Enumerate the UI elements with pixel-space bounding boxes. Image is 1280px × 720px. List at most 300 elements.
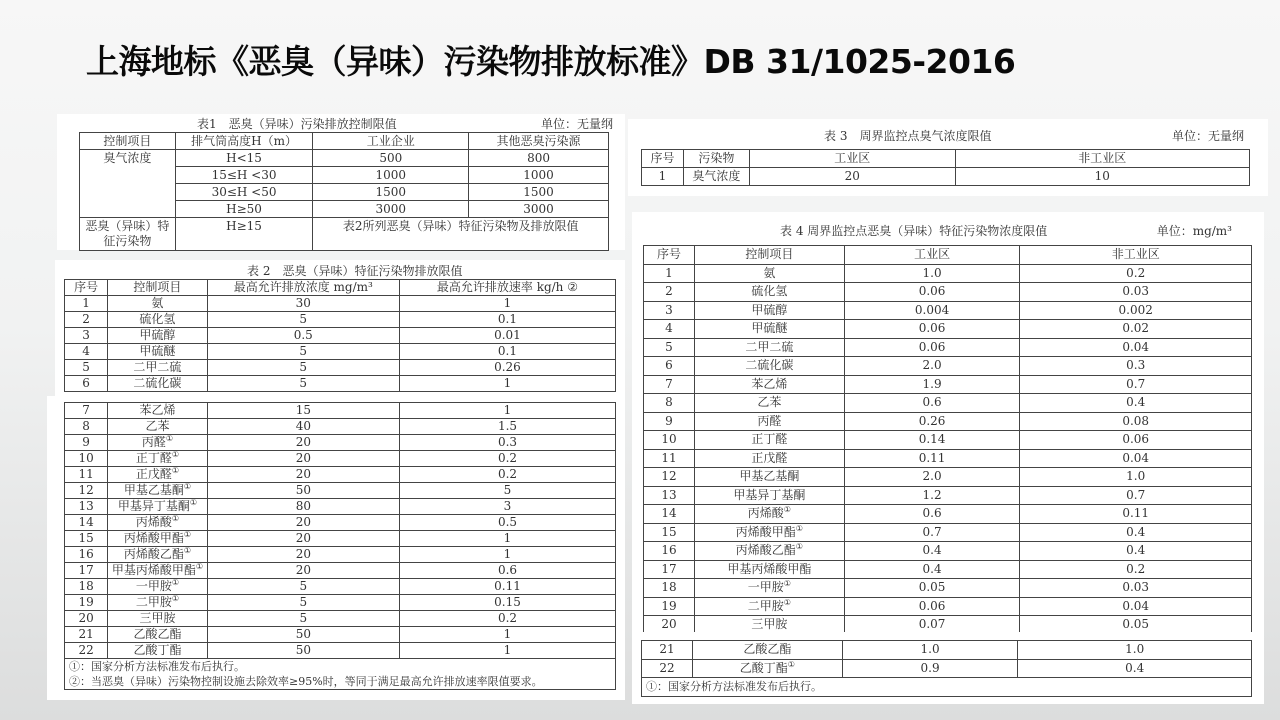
row-number: 22	[65, 643, 108, 659]
item-name: 丙烯酸甲酯	[123, 531, 184, 545]
item-name: 丙醛	[757, 413, 782, 428]
cell: 10	[955, 168, 1249, 186]
row-number: 12	[644, 468, 695, 487]
table-row	[644, 375, 1252, 394]
footnote-marker: ①	[795, 523, 803, 533]
cell: 臭气浓度	[683, 168, 749, 186]
row-number: 6	[644, 357, 695, 376]
item-name: 甲硫醚	[139, 344, 176, 358]
cell: 0.2	[1020, 560, 1252, 579]
row-number: 5	[65, 360, 108, 376]
cell: 5	[207, 611, 399, 627]
item-name: 甲基丙烯酸甲酯	[111, 563, 196, 577]
cell: 800	[469, 150, 609, 167]
row-number: 17	[65, 563, 108, 579]
control-item	[108, 627, 208, 643]
table-row	[644, 542, 1252, 561]
cell: 0.15	[399, 595, 615, 611]
control-item	[108, 451, 208, 467]
cell: 5	[207, 595, 399, 611]
table-row	[65, 451, 616, 467]
item-name: 乙酸乙酯	[743, 642, 792, 656]
cell: 0.02	[1020, 320, 1252, 339]
row-number: 15	[644, 523, 695, 542]
column-header: 非工业区	[955, 150, 1249, 168]
item-name: 丙烯酸甲酯	[735, 524, 796, 539]
table4-panel-top	[632, 212, 1264, 632]
cell: H≥15	[175, 218, 313, 251]
cell: 20	[207, 563, 399, 579]
control-item	[694, 412, 844, 431]
table-row	[80, 218, 609, 251]
table3	[641, 149, 1250, 186]
control-item	[694, 468, 844, 487]
cell: 0.01	[399, 328, 615, 344]
item-name: 甲基乙基酮	[123, 483, 184, 497]
control-item	[694, 597, 844, 616]
item-name: 甲基异丁基酮	[117, 499, 190, 513]
table2-panel-bottom	[47, 396, 625, 700]
table2-body-bottom	[65, 403, 616, 659]
control-item	[108, 344, 207, 360]
cell: 1	[399, 547, 615, 563]
cell: 0.6	[399, 563, 615, 579]
cell: 0.4	[844, 560, 1020, 579]
footnote-marker: ①	[171, 450, 180, 459]
item-name: 丙烯酸	[747, 506, 784, 520]
cell: 1000	[313, 167, 469, 184]
table3-caption: 表 3 周界监控点臭气浓度限值	[824, 129, 992, 143]
footnote-marker: ①	[783, 579, 791, 588]
cell: 0.3	[1020, 357, 1252, 376]
cell: 5	[207, 376, 399, 392]
column-header: 工业区	[844, 246, 1020, 265]
cell: 1	[399, 643, 615, 659]
item-name: 氨	[763, 265, 776, 280]
footnote-marker: ①	[783, 505, 791, 514]
footnote-marker: ①	[165, 434, 174, 443]
item-name: 二甲二硫	[133, 360, 182, 374]
item-name: 甲硫醚	[751, 321, 788, 335]
cell: 0.06	[844, 283, 1020, 302]
table4-panel-bottom	[632, 632, 1264, 704]
table-row	[644, 431, 1252, 450]
control-item	[694, 357, 844, 376]
item-name: 丙醛	[141, 435, 166, 449]
slide-title: 上海地标《恶臭（异味）污染物排放标准》DB 31/1025-2016	[86, 42, 1016, 81]
column-header: 最高允许排放浓度 mg/m³	[207, 280, 399, 296]
column-header: 序号	[642, 150, 684, 168]
table-row	[644, 505, 1252, 524]
table2-bottom	[64, 402, 616, 690]
cell: 20	[207, 451, 399, 467]
column-header: 控制项目	[80, 133, 176, 150]
row-number: 1	[644, 264, 695, 283]
table4-top	[643, 245, 1252, 635]
item-name: 正丁醛	[751, 432, 788, 446]
table-row	[642, 659, 1252, 678]
cell: 3000	[313, 201, 469, 218]
cell: 80	[207, 499, 399, 515]
control-item	[108, 312, 207, 328]
item-name: 丙烯酸乙酯	[735, 543, 796, 557]
item-name: 三甲胺	[751, 617, 788, 631]
item-name: 甲基丙烯酸甲酯	[727, 561, 812, 576]
cell: 0.4	[1018, 659, 1252, 678]
row-number: 1	[65, 296, 108, 312]
table-row	[642, 168, 1250, 186]
cell: 0.9	[842, 659, 1018, 678]
footnote-marker: ①	[783, 597, 791, 607]
control-item	[694, 523, 844, 542]
table2-body-top	[65, 296, 616, 392]
control-item	[692, 659, 842, 678]
cell: 0.2	[399, 451, 615, 467]
footnote-marker: ①	[795, 542, 803, 551]
table-row	[65, 595, 616, 611]
cell: 0.4	[844, 542, 1020, 561]
table-header-row	[80, 133, 609, 150]
column-header: 排气筒高度H（m）	[175, 133, 313, 150]
row-number: 8	[65, 419, 108, 435]
item-name: 苯乙烯	[751, 376, 788, 391]
row-number: 14	[644, 505, 695, 524]
cell: 0.1	[399, 344, 615, 360]
cell: 1.5	[399, 419, 615, 435]
table1	[79, 132, 609, 251]
cell: 1	[399, 531, 615, 547]
table-row	[644, 597, 1252, 616]
item-name: 乙酸丁酯	[133, 643, 182, 657]
control-item	[694, 486, 844, 505]
table-row	[644, 579, 1252, 598]
item-name: 硫化氢	[751, 284, 788, 298]
cell: 1.0	[1020, 468, 1252, 487]
cell: 20	[207, 531, 399, 547]
table4-caption: 表 4 周界监控点恶臭（异味）特征污染物浓度限值	[780, 224, 1048, 238]
cell: 1	[399, 403, 615, 419]
item-name: 正戊醛	[751, 450, 788, 465]
cell: 0.2	[399, 611, 615, 627]
column-header: 控制项目	[108, 280, 207, 296]
item-name: 二硫化碳	[133, 376, 182, 390]
cell: 1.9	[844, 375, 1020, 394]
table1-panel	[57, 114, 625, 250]
row-number: 20	[65, 611, 108, 627]
cell: 1500	[313, 184, 469, 201]
table4-body-top	[644, 264, 1252, 634]
footnote-marker: ①	[787, 659, 795, 669]
item-name: 正丁醛	[135, 451, 172, 465]
column-header: 工业企业	[313, 133, 469, 150]
row-number: 21	[642, 641, 693, 660]
row-number: 13	[65, 499, 108, 515]
row-number: 10	[65, 451, 108, 467]
row-number: 15	[65, 531, 108, 547]
table-row	[65, 328, 616, 344]
table-row	[65, 376, 616, 392]
table-row	[65, 563, 616, 579]
row-number: 19	[65, 595, 108, 611]
cell: 50	[207, 483, 399, 499]
control-item	[694, 431, 844, 450]
cell: 0.002	[1020, 301, 1252, 320]
table2-caption: 表 2 恶臭（异味）特征污染物排放限值	[247, 264, 463, 278]
control-item	[694, 320, 844, 339]
table-row	[644, 357, 1252, 376]
item-name: 一甲胺	[747, 580, 784, 594]
cell: 0.26	[399, 360, 615, 376]
row-number: 7	[644, 375, 695, 394]
row-number: 17	[644, 560, 695, 579]
table-row	[65, 515, 616, 531]
cell: 30≤H <50	[175, 184, 313, 201]
control-item	[694, 560, 844, 579]
item-name: 氨	[151, 296, 164, 310]
item-name: 甲硫醇	[751, 302, 788, 317]
footnote-marker: ①	[183, 546, 192, 555]
cell: 5	[207, 579, 399, 595]
cell: 0.03	[1020, 283, 1252, 302]
table-header-row	[644, 246, 1252, 265]
item-name: 乙酸乙酯	[133, 627, 182, 641]
cell: 15≤H <30	[175, 167, 313, 184]
cell: 0.14	[844, 431, 1020, 450]
cell: 0.06	[1020, 431, 1252, 450]
column-header: 其他恶臭污染源	[469, 133, 609, 150]
table-row	[65, 344, 616, 360]
control-item	[108, 499, 208, 515]
control-item	[694, 264, 844, 283]
cell: 50	[207, 627, 399, 643]
table-note: ②：当恶臭（异味）污染物控制设施去除效率≥95%时，等同于满足最高允许排放速率限值要求。	[65, 674, 616, 690]
row-number: 12	[65, 483, 108, 499]
cell: 1	[642, 168, 684, 186]
table-row	[644, 394, 1252, 413]
table-row	[65, 643, 616, 659]
table-header-row	[642, 150, 1250, 168]
column-header: 最高允许排放速率 kg/h ②	[399, 280, 615, 296]
cell: 5	[207, 344, 399, 360]
table-row	[80, 150, 609, 167]
item-name: 丙烯酸乙酯	[123, 547, 184, 561]
table2-caption-row	[55, 263, 625, 279]
cell: 1	[399, 627, 615, 643]
column-header: 序号	[65, 280, 108, 296]
table-row	[644, 412, 1252, 431]
cell: 0.6	[844, 505, 1020, 524]
column-header: 工业区	[749, 150, 955, 168]
row-number: 2	[644, 283, 695, 302]
item-name: 二甲胺	[135, 595, 172, 609]
footnote-marker: ①	[183, 482, 192, 491]
cell: 0.06	[844, 320, 1020, 339]
table-note-row	[65, 674, 616, 690]
control-item	[108, 643, 208, 659]
cell: 0.5	[399, 515, 615, 531]
table-row	[65, 419, 616, 435]
table-row	[644, 283, 1252, 302]
control-item	[108, 483, 208, 499]
cell: 1.2	[844, 486, 1020, 505]
control-item	[108, 435, 208, 451]
table-note-row	[65, 659, 616, 675]
cell: 0.5	[207, 328, 399, 344]
table-row	[644, 449, 1252, 468]
table-row	[65, 312, 616, 328]
cell: 1000	[469, 167, 609, 184]
cell: 0.1	[399, 312, 615, 328]
cell: 0.4	[1020, 394, 1252, 413]
table-row	[644, 486, 1252, 505]
row-number: 20	[644, 616, 695, 635]
table3-unit: 单位：无量纲	[1171, 129, 1244, 143]
cell: 0.07	[844, 616, 1020, 635]
item-name: 乙酸丁酯	[739, 660, 788, 675]
cell: 20	[207, 467, 399, 483]
row-number: 13	[644, 486, 695, 505]
cell: 0.06	[844, 597, 1020, 616]
cell: 0.4	[1020, 542, 1252, 561]
row-number: 8	[644, 394, 695, 413]
cell: 0.6	[844, 394, 1020, 413]
table4-caption-row	[632, 223, 1264, 239]
column-header: 污染物	[683, 150, 749, 168]
row-number: 9	[644, 412, 695, 431]
cell: 0.3	[399, 435, 615, 451]
item-name: 丙烯酸	[135, 515, 172, 529]
table-row	[644, 338, 1252, 357]
item-name: 苯乙烯	[139, 403, 176, 417]
footnote-marker: ①	[171, 466, 180, 475]
table3-panel	[628, 119, 1268, 196]
control-item	[108, 515, 208, 531]
row-number: 2	[65, 312, 108, 328]
row-number: 22	[642, 659, 693, 678]
item-name: 正戊醛	[135, 467, 172, 481]
row-number: 7	[65, 403, 108, 419]
row-number: 11	[644, 449, 695, 468]
cell: 0.7	[844, 523, 1020, 542]
cell: 1.0	[842, 641, 1018, 660]
control-item	[108, 547, 208, 563]
row-number: 4	[644, 320, 695, 339]
cell: 0.2	[1020, 264, 1252, 283]
cell: 5	[399, 483, 615, 499]
table-row	[644, 301, 1252, 320]
control-item	[108, 328, 207, 344]
cell: 1.0	[844, 264, 1020, 283]
control-item	[694, 301, 844, 320]
table-row	[65, 611, 616, 627]
cell: 0.7	[1020, 486, 1252, 505]
control-item	[108, 403, 208, 419]
table-row	[65, 467, 616, 483]
cell: 0.7	[1020, 375, 1252, 394]
cell: 20	[207, 547, 399, 563]
cell: 0.06	[844, 338, 1020, 357]
table-row	[65, 627, 616, 643]
row-number: 5	[644, 338, 695, 357]
control-item	[108, 360, 207, 376]
control-item	[694, 505, 844, 524]
footnote-marker: ①	[189, 498, 198, 507]
table-row	[65, 435, 616, 451]
row-number: 16	[65, 547, 108, 563]
table1-caption-row	[57, 116, 625, 132]
control-item	[108, 579, 208, 595]
table2-panel-top	[55, 260, 625, 398]
table-row	[65, 360, 616, 376]
table-header-row	[65, 280, 616, 296]
table4-bottom	[641, 640, 1252, 697]
control-item	[108, 419, 208, 435]
row-number: 19	[644, 597, 695, 616]
cell: 0.004	[844, 301, 1020, 320]
control-item	[108, 611, 208, 627]
control-item	[694, 283, 844, 302]
cell: 5	[207, 360, 399, 376]
cell: 1500	[469, 184, 609, 201]
row-number: 6	[65, 376, 108, 392]
column-header: 控制项目	[694, 246, 844, 265]
item-name: 二甲二硫	[745, 339, 794, 354]
table4-unit: 单位：mg/m³	[1156, 224, 1232, 238]
cell: 0.05	[1020, 616, 1252, 635]
row-number: 21	[65, 627, 108, 643]
item-name: 甲基乙基酮	[739, 469, 800, 483]
group-label: 恶臭（异味）特征污染物	[80, 218, 176, 251]
cell: 1	[399, 296, 615, 312]
cell: 5	[207, 312, 399, 328]
item-name: 乙苯	[757, 395, 782, 409]
table4-body-bottom	[642, 641, 1252, 678]
footnote-marker: ①	[171, 594, 180, 603]
cell: 0.2	[399, 467, 615, 483]
item-name: 二硫化碳	[745, 358, 794, 372]
table1-unit: 单位：无量纲	[540, 117, 613, 131]
control-item	[692, 641, 842, 660]
control-item	[108, 467, 208, 483]
control-item	[108, 296, 207, 312]
cell: 20	[749, 168, 955, 186]
footnote-marker: ①	[171, 514, 180, 523]
row-number: 18	[65, 579, 108, 595]
table-note: ①：国家分析方法标准发布后执行。	[642, 678, 1252, 697]
cell: 0.26	[844, 412, 1020, 431]
row-number: 3	[644, 301, 695, 320]
cell: 30	[207, 296, 399, 312]
row-number: 10	[644, 431, 695, 450]
row-number: 16	[644, 542, 695, 561]
control-item	[108, 563, 208, 579]
control-item	[694, 338, 844, 357]
cell: 40	[207, 419, 399, 435]
cell: 50	[207, 643, 399, 659]
table-row	[644, 320, 1252, 339]
table-row	[644, 560, 1252, 579]
table-row	[65, 403, 616, 419]
cell: 2.0	[844, 468, 1020, 487]
table-row	[65, 579, 616, 595]
group-label: 臭气浓度	[80, 150, 176, 218]
row-number: 18	[644, 579, 695, 598]
cell: 20	[207, 435, 399, 451]
row-number: 4	[65, 344, 108, 360]
item-name: 甲硫醇	[139, 328, 176, 342]
cell: 2.0	[844, 357, 1020, 376]
control-item	[108, 376, 207, 392]
